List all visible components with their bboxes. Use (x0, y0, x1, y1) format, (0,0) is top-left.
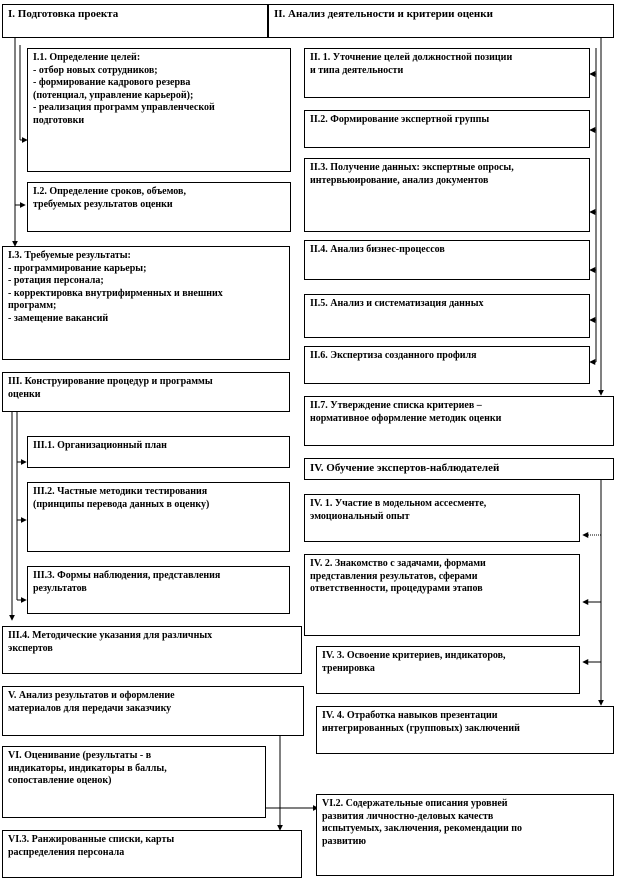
box-I1-line-1: - отбор новых сотрудников; (33, 64, 158, 76)
box-I-line-0: I. Подготовка проекта (8, 8, 119, 20)
box-V-line-1: материалов для передачи заказчику (8, 702, 172, 714)
box-I2 (27, 182, 291, 232)
box-V (2, 686, 304, 736)
box-VI2-line-3: развитию (322, 835, 367, 847)
box-I1-line-0: I.1. Определение целей: (33, 52, 141, 63)
box-I3-line-2: - ротация персонала; (8, 275, 104, 286)
box-II3 (304, 158, 590, 232)
box-II7 (304, 396, 614, 446)
box-II (268, 4, 614, 38)
box-I3-line-3: - корректировка внутрифирменных и внешних (8, 287, 223, 299)
box-III1-line-0: III.1. Организационный план (33, 440, 167, 451)
box-III3-line-0: III.3. Формы наблюдения, представления (33, 570, 221, 581)
box-II3-line-1: интервьюирование, анализ документов (310, 174, 489, 186)
box-IV (304, 458, 614, 480)
box-VI2-line-2: испытуемых, заключения, рекомендации по (322, 823, 523, 834)
box-III-line-1: оценки (8, 388, 41, 400)
box-II2 (304, 110, 590, 148)
box-II5-line-0: II.5. Анализ и систематизация данных (310, 298, 484, 309)
box-I3-line-1: - программирование карьеры; (8, 262, 147, 274)
box-VI-line-2: сопоставление оценок) (8, 775, 112, 786)
box-II6-line-0: II.6. Экспертиза созданного профиля (310, 350, 477, 361)
box-III4-line-1: экспертов (8, 642, 53, 654)
box-III4 (2, 626, 302, 674)
box-I1-line-4: - реализация программ управленческой (33, 102, 215, 113)
box-IV4-line-1: интегрированных (групповых) заключений (322, 722, 520, 734)
box-III4-line-0: III.4. Методические указания для различных (8, 630, 213, 641)
box-II7-line-0: II.7. Утверждение списка критериев – (310, 400, 482, 411)
box-I3-line-0: I.3. Требуемые результаты: (8, 250, 131, 261)
box-I (2, 4, 268, 38)
box-VI3-line-0: VI.3. Ранжированные списки, карты (8, 834, 175, 845)
box-II4 (304, 240, 590, 280)
box-I1-line-5: подготовки (33, 114, 85, 126)
box-III2 (27, 482, 290, 552)
box-II4-line-0: II.4. Анализ бизнес-процессов (310, 244, 445, 255)
box-II2-line-0: II.2. Формирование экспертной группы (310, 114, 490, 125)
box-III1 (27, 436, 290, 468)
box-I1-line-2: - формирование кадрового резерва (33, 77, 191, 88)
box-IV3-line-0: IV. 3. Освоение критериев, индикаторов, (322, 650, 506, 661)
box-I2-line-1: требуемых результатов оценки (33, 198, 173, 210)
box-IV2-line-2: ответственности, процедурами этапов (310, 583, 483, 594)
box-IV1 (304, 494, 580, 542)
box-VI (2, 746, 266, 818)
box-I3 (2, 246, 290, 360)
box-IV3 (316, 646, 580, 694)
box-I3-line-5: - замещение вакансий (8, 312, 109, 324)
box-I2-line-0: I.2. Определение сроков, объемов, (33, 186, 186, 197)
box-IV2-line-0: IV. 2. Знакомство с задачами, формами (310, 558, 486, 569)
box-II1-line-1: и типа деятельности (310, 64, 404, 76)
box-II5 (304, 294, 590, 338)
box-II-line-0: II. Анализ деятельности и критерии оценки (274, 8, 493, 20)
box-II1 (304, 48, 590, 98)
box-VI-line-1: индикаторы, индикаторы в баллы, (8, 762, 167, 774)
box-VI2-line-1: развития личностно-деловых качеств (322, 810, 494, 822)
box-III2-line-0: III.2. Частные методики тестирования (33, 486, 208, 497)
box-II3-line-0: II.3. Получение данных: экспертные опросы, (310, 162, 514, 173)
box-VI3-line-1: распределения персонала (8, 846, 125, 858)
box-II6 (304, 346, 590, 384)
box-II7-line-1: нормативное оформление методик оценки (310, 412, 502, 424)
box-I3-line-4: программ; (8, 300, 57, 311)
box-IV3-line-1: тренировка (322, 662, 375, 674)
box-III (2, 372, 290, 412)
box-VI3 (2, 830, 302, 878)
box-VI2 (316, 794, 614, 876)
box-IV2 (304, 554, 580, 636)
box-III3 (27, 566, 290, 614)
box-IV2-line-1: представления результатов, сферами (310, 570, 478, 582)
box-III-line-0: III. Конструирование процедур и программы (8, 376, 213, 387)
box-IV-line-0: IV. Обучение экспертов-наблюдателей (310, 462, 500, 474)
box-VI2-line-0: VI.2. Содержательные описания уровней (322, 798, 508, 809)
box-IV1-line-1: эмоциональный опыт (310, 510, 410, 522)
box-I1 (27, 48, 291, 172)
box-I1-line-3: (потенциал, управление карьерой); (33, 89, 194, 101)
box-III2-line-1: (принципы перевода данных в оценку) (33, 498, 210, 510)
box-V-line-0: V. Анализ результатов и оформление (8, 690, 175, 701)
box-III3-line-1: результатов (33, 582, 87, 594)
box-IV4-line-0: IV. 4. Отработка навыков презентации (322, 710, 498, 721)
box-II1-line-0: II. 1. Уточнение целей должностной позиции (310, 52, 513, 63)
box-IV4 (316, 706, 614, 754)
box-IV1-line-0: IV. 1. Участие в модельном ассесменте, (310, 498, 487, 509)
box-VI-line-0: VI. Оценивание (результаты - в (8, 750, 152, 761)
